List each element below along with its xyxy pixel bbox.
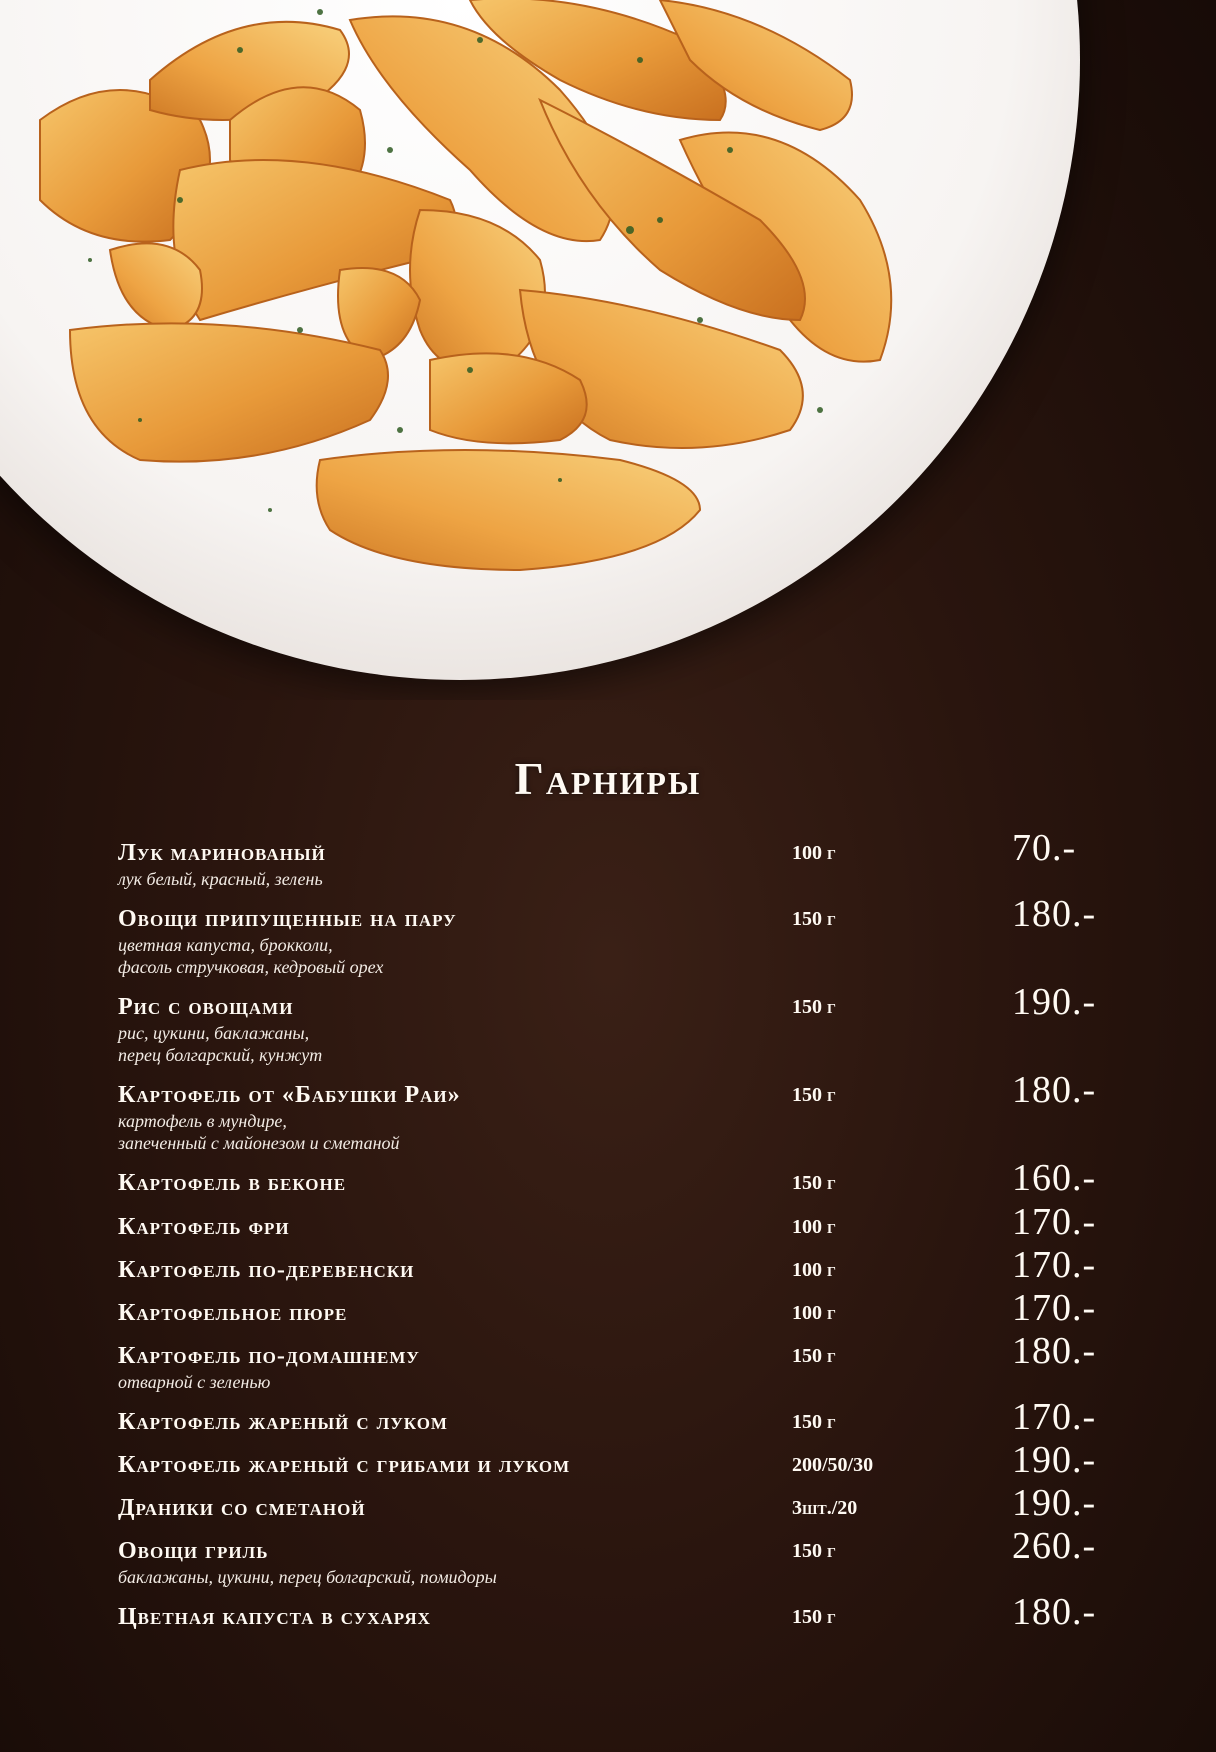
item-price: 180.- [1012,893,1097,935]
menu-item [118,1525,1118,1588]
item-price: 180.- [1012,1330,1097,1372]
item-name: Цветная капуста в сухарях [118,1604,431,1630]
item-weight: 100 г [792,1302,836,1324]
item-name: Картофель от «Бабушки Раи» [118,1082,461,1108]
item-description: запеченный с майонезом и сметаной [118,1133,400,1153]
item-weight: 100 г [792,1259,836,1281]
item-name: Драники со сметаной [118,1495,366,1521]
item-price: 70.- [1012,827,1077,869]
item-weight: 100 г [792,842,836,864]
item-price: 190.- [1012,981,1097,1023]
item-weight: 150 г [792,1084,836,1106]
menu-item [118,1396,1118,1438]
item-description: рис, цукини, баклажаны, [118,1023,310,1043]
menu-item [118,981,1118,1066]
menu-item [118,1591,1118,1633]
menu-item [118,893,1118,978]
menu-item [118,1439,1118,1481]
item-price: 170.- [1012,1244,1097,1286]
dish-photo [0,0,1216,700]
item-weight: 200/50/30 [792,1454,874,1476]
item-price: 170.- [1012,1396,1097,1438]
item-weight: 150 г [792,996,836,1018]
item-name: Овощи гриль [118,1538,269,1564]
menu-item [118,1287,1118,1329]
item-weight: 150 г [792,908,836,930]
item-description: картофель в мундире, [118,1111,287,1131]
item-weight: 150 г [792,1345,836,1367]
item-description: лук белый, красный, зелень [118,869,323,889]
item-name: Картофель фри [118,1214,290,1240]
item-name: Рис с овощами [118,994,294,1020]
item-price: 190.- [1012,1482,1097,1524]
item-weight: 150 г [792,1172,836,1194]
item-description: фасоль стручковая, кедровый орех [118,957,384,977]
item-price: 190.- [1012,1439,1097,1481]
item-name: Овощи припущенные на пару [118,906,457,932]
menu-item [118,1244,1118,1286]
menu-item [118,1069,1118,1154]
item-name: Картофель по-деревенски [118,1257,415,1283]
item-name: Картофель жареный с луком [118,1409,448,1435]
item-name: Картофельное пюре [118,1300,348,1326]
item-description: перец болгарский, кунжут [118,1045,323,1065]
item-price: 180.- [1012,1591,1097,1633]
menu-item [118,1157,1118,1199]
item-price: 170.- [1012,1201,1097,1243]
item-name: Картофель жареный с грибами и луком [118,1452,571,1478]
item-description: баклажаны, цукини, перец болгарский, помидоры [118,1567,497,1587]
item-description: цветная капуста, брокколи, [118,935,333,955]
menu-item [118,1201,1118,1243]
item-weight: 150 г [792,1411,836,1433]
item-name: Картофель по-домашнему [118,1343,420,1369]
item-description: отварной с зеленью [118,1372,271,1392]
item-name: Картофель в беконе [118,1170,347,1196]
item-name: Лук маринованый [118,840,326,866]
item-price: 180.- [1012,1069,1097,1111]
item-price: 260.- [1012,1525,1097,1567]
item-weight: 3шт./20 [792,1497,858,1519]
item-price: 170.- [1012,1287,1097,1329]
menu-item [118,1330,1118,1393]
menu-item [118,1482,1118,1524]
item-weight: 150 г [792,1606,836,1628]
item-weight: 100 г [792,1216,836,1238]
item-weight: 150 г [792,1540,836,1562]
menu-item [118,827,1118,890]
item-price: 160.- [1012,1157,1097,1199]
potato-wedges-image [0,0,1216,700]
page-title: Гарниры [514,753,702,804]
